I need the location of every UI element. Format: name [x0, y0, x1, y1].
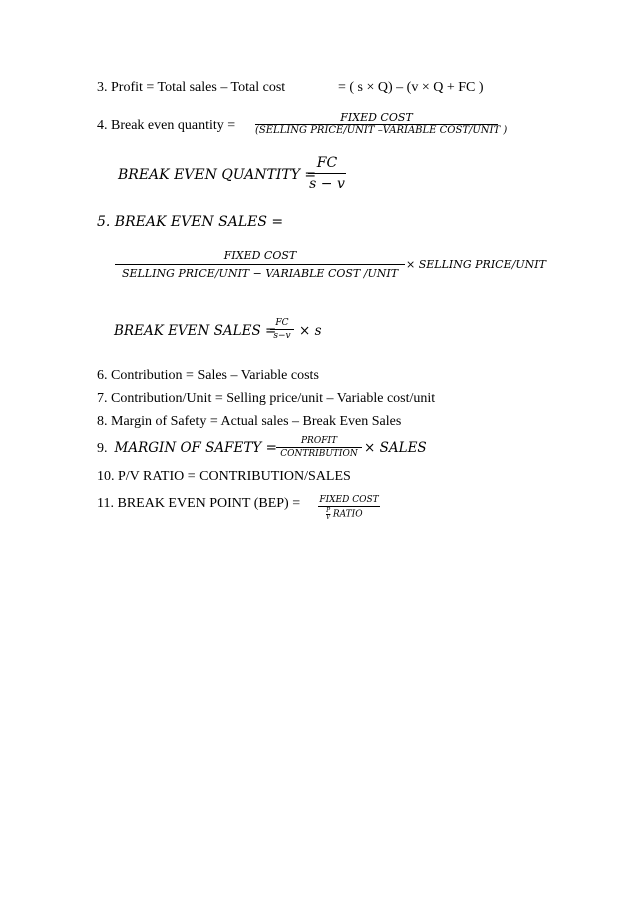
item-4-break-even-quantity: 4. Break even quantity =: [97, 118, 236, 133]
fraction-bar: [115, 264, 405, 265]
beq-numerator: FC: [316, 155, 338, 171]
item-10-pv-ratio: 10. P/V RATIO = CONTRIBUTION/SALES: [97, 469, 351, 484]
beq-fraction: [308, 155, 346, 192]
item-7-contribution-per-unit: 7. Contribution/Unit = Selling price/unit – Variable cost/unit: [97, 391, 436, 406]
bes-numerator: FC: [275, 318, 289, 328]
item-5-denominator: SELLING PRICE/UNIT − VARIABLE COST /UNIT: [121, 267, 399, 280]
item-11-break-even-point: 11. BREAK EVEN POINT (BEP) =: [97, 496, 301, 511]
item-11-numerator: FIXED COST: [319, 495, 379, 505]
beq-formula-lhs: BREAK EVEN QUANTITY =: [118, 167, 317, 183]
item-4-numerator: FIXED COST: [340, 111, 413, 124]
item-4-denominator: (SELLING PRICE/UNIT –VARIABLE COST/UNIT ): [255, 125, 508, 136]
bes-denominator: s−v: [273, 331, 291, 341]
item-11-ratio: RATIO: [332, 509, 363, 520]
item-3-profit: 3. Profit = Total sales – Total cost: [97, 80, 286, 95]
item-8-margin-of-safety: 8. Margin of Safety = Actual sales – Break Even Sales: [97, 414, 402, 429]
beq-denominator: s − v: [309, 176, 345, 192]
item-11-pv-fraction: [326, 508, 330, 521]
item-9-multiplier: × SALES: [364, 440, 427, 456]
item-9-margin-of-safety-formula: [97, 442, 277, 456]
item-5-label: 5. BREAK EVEN SALES =: [97, 214, 284, 230]
item-9-label: MARGIN OF SAFETY =: [114, 440, 277, 456]
item-9-denominator: CONTRIBUTION: [280, 449, 358, 459]
item-5-numerator: FIXED COST: [223, 249, 297, 262]
item-3-profit-formula: = ( s × Q) – (v × Q + FC ): [338, 80, 484, 95]
item-11-p: P: [326, 507, 331, 514]
item-11-v: V: [326, 514, 331, 521]
item-11-denominator: [318, 508, 380, 521]
item-9-number: 9.: [97, 441, 115, 456]
item-9-fraction: [276, 436, 362, 459]
item-5-fraction: [115, 249, 405, 280]
item-9-numerator: PROFIT: [300, 436, 337, 446]
item-5-multiplier: × SELLING PRICE/UNIT: [406, 258, 546, 271]
item-5-break-even-sales: [97, 215, 283, 230]
fraction-bar: [308, 173, 346, 174]
fraction-bar: [270, 329, 294, 330]
bes-fraction: [270, 318, 294, 341]
bes-multiplier: × s: [299, 323, 322, 339]
fraction-bar: [276, 447, 362, 448]
item-4-fraction: [255, 111, 508, 136]
bes-formula-lhs: BREAK EVEN SALES =: [114, 323, 277, 339]
item-6-contribution: 6. Contribution = Sales – Variable costs: [97, 368, 319, 383]
item-11-fraction: [318, 495, 380, 521]
